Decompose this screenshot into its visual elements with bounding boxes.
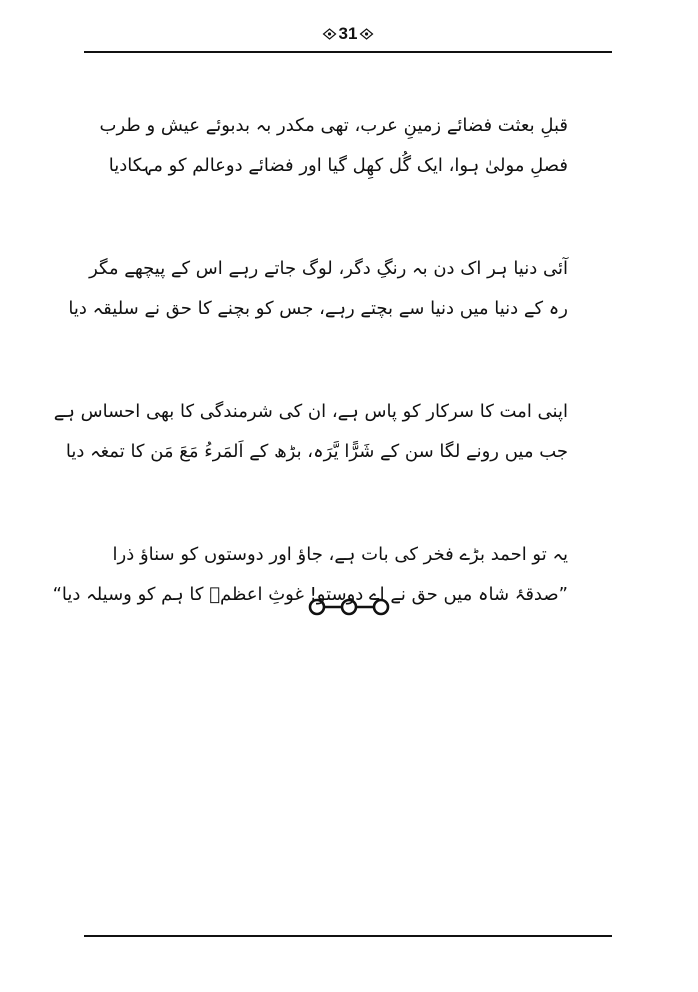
header-rule xyxy=(84,51,612,53)
verse-line: اپنی امت کا سرکار کو پاس ہے، ان کی شرمندگی کا بھی احساس ہے xyxy=(53,401,568,422)
stanza-1 xyxy=(99,106,568,186)
ornament-left-icon xyxy=(323,27,337,41)
page-number: 31 xyxy=(338,24,358,43)
poem-body xyxy=(52,106,568,678)
verse-line: جب میں رونے لگا سن کے شَرًّا یَّرَہ، بڑھ کے اَلمَرءُ مَعَ مَن کا تمغہ دیا xyxy=(65,441,568,462)
verse-line: یہ تو احمد بڑے فخر کی بات ہے، جاؤ اور دوستوں کو سناؤ ذرا xyxy=(112,544,568,565)
verse-line: آئی دنیا ہر اک دن بہ رنگِ دگر، لوگ جاتے رہے اس کے پیچھے مگر xyxy=(89,258,568,279)
verse-line: قبلِ بعثت فضائے زمینِ عرب، تھی مکدر بہ بدبوئے عیش و طرب xyxy=(99,115,568,136)
page-header xyxy=(84,22,612,56)
stanza-3 xyxy=(53,392,568,472)
end-ornament-icon xyxy=(307,598,391,616)
footer-rule xyxy=(84,935,612,937)
verse-line: فصلِ مولیٰ ہوا، ایک گُل کھِل گیا اور فضائے دوعالم کو مہکادیا xyxy=(108,155,568,176)
page-number-badge xyxy=(321,24,376,44)
verse-line: رہ کے دنیا میں دنیا سے بچتے رہے، جس کو بچنے کا حق نے سلیقہ دیا xyxy=(68,298,568,319)
ornament-right-icon xyxy=(359,27,373,41)
verse-line: ”صدقۂ شاہ میں حق نے اے دوستو! غوثِ اعظمؒ کا ہم کو وسیلہ دیا“ xyxy=(52,584,568,605)
stanza-2 xyxy=(68,249,568,329)
